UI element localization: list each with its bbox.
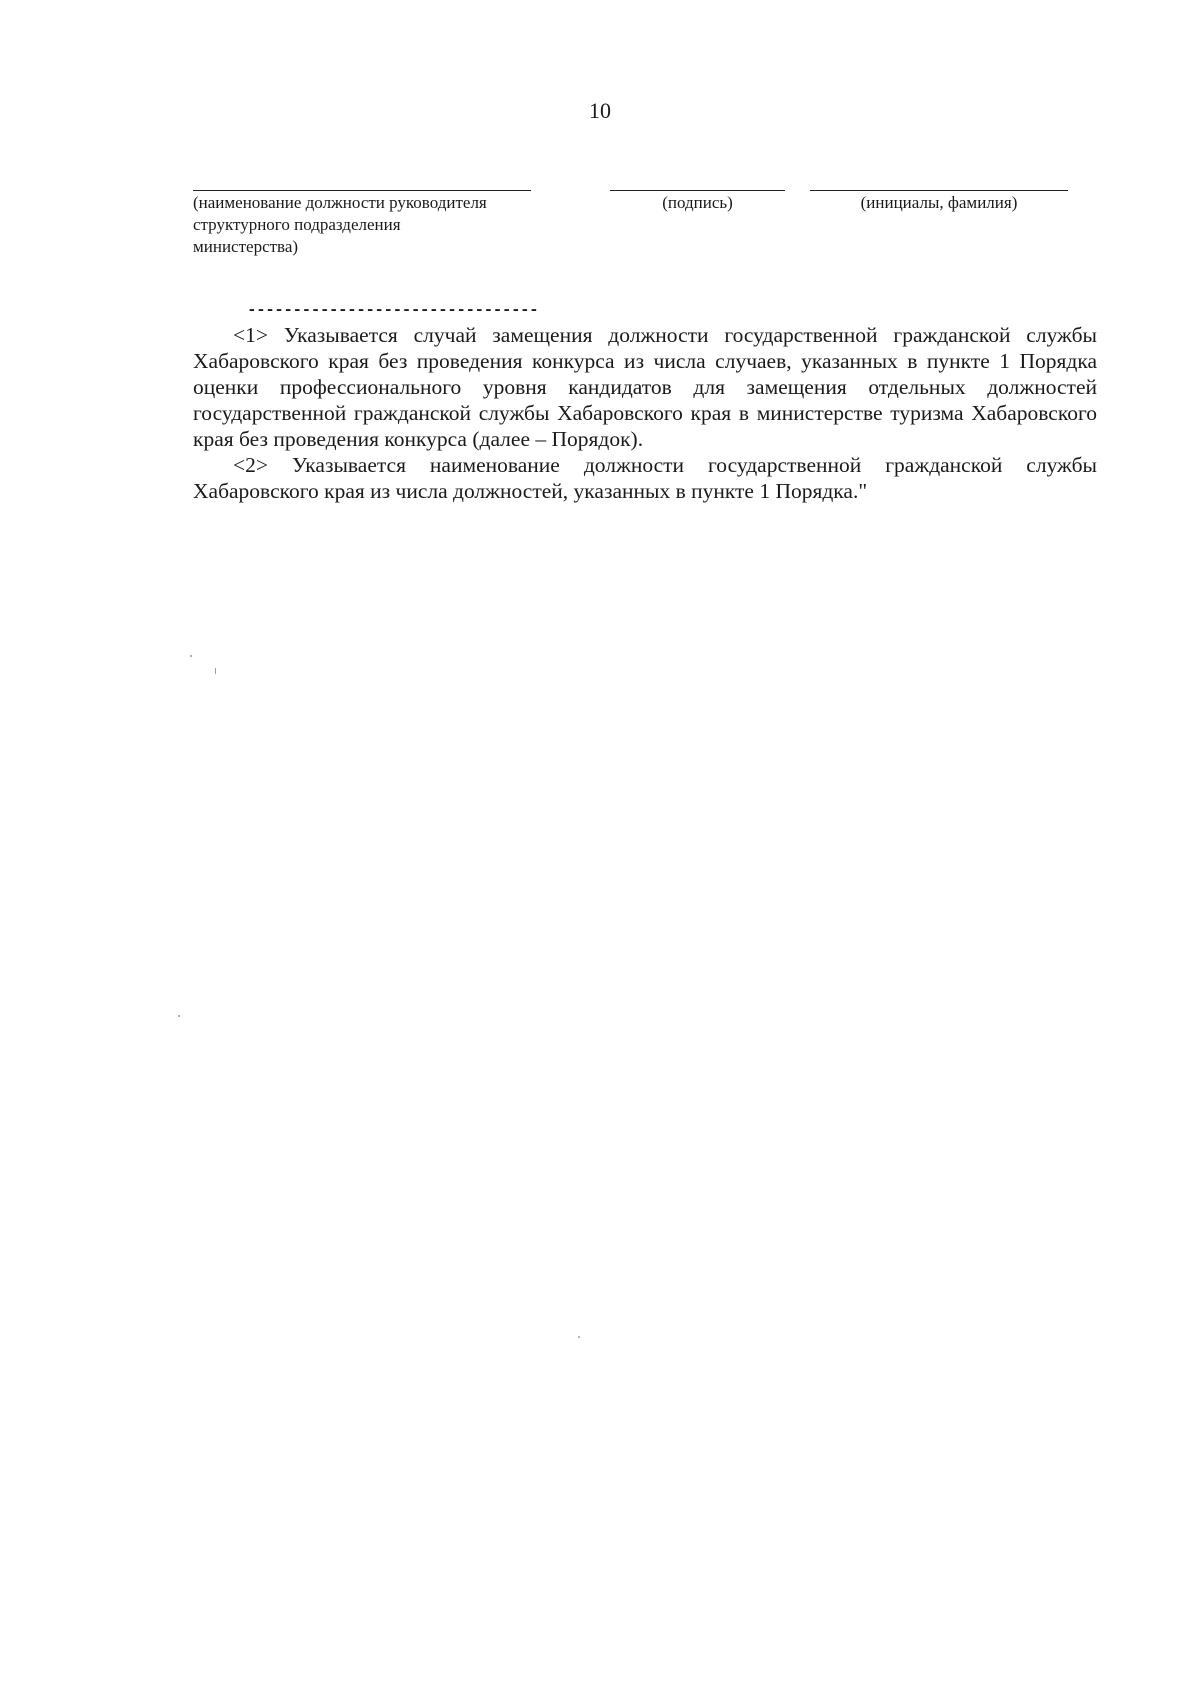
footnote-1: <1> Указывается случай замещения должности государственной гражданской службы Хабаровского края без проведения конкурса из числа случаев, указанных в пункте 1 Порядка оценки профессионального уровня кандидатов для замещения отдельных должностей государственной гражданской службы Хабаровского края в министерстве туризма Хабаровского края без проведения конкурса (далее – Порядок). [193,323,1097,451]
scan-speck [178,1015,180,1017]
position-caption: (наименование должности руководителя структурного подразделения министерства) [193,193,487,256]
signature-caption: (подпись) [662,193,733,212]
footnotes [193,322,1097,504]
position-signature-line [193,190,531,191]
scan-speck [578,1336,580,1338]
footnote-2: <2> Указывается наименование должности государственной гражданской службы Хабаровского края из числа должностей, указанных в пункте 1 Порядка." [193,453,1097,503]
name-signature-line [810,190,1068,191]
signature-line [610,190,785,191]
scan-speck [190,655,192,657]
footnote-separator: -------------------------------- [247,301,539,319]
scan-speck [215,668,216,674]
page-number: 10 [589,98,611,123]
name-caption: (инициалы, фамилия) [860,193,1018,212]
